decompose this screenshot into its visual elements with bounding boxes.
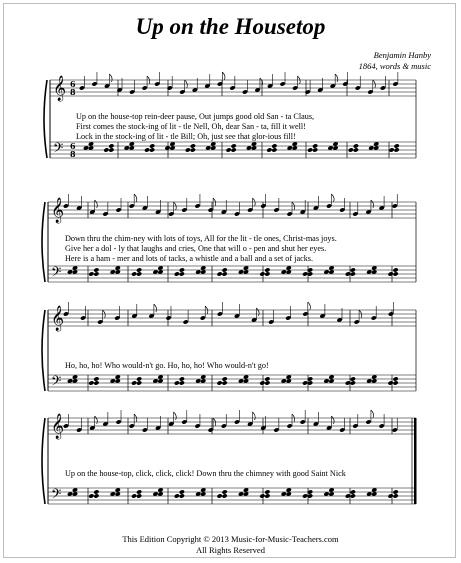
note-head: [394, 143, 400, 148]
note-head: [348, 147, 354, 152]
note-head: [266, 147, 272, 152]
note-head: [190, 147, 196, 152]
bass-clef: 𝄢: [51, 486, 62, 505]
note-head: [136, 267, 142, 272]
note-head: [302, 380, 308, 385]
note-head: [93, 267, 99, 272]
note-head: [388, 493, 394, 498]
note-head: [179, 489, 185, 494]
note-head: [174, 380, 180, 385]
note-head: [226, 147, 232, 152]
note-flag: [174, 412, 177, 420]
note-flag: [95, 416, 98, 424]
note-head: [350, 489, 356, 494]
note-head: [136, 376, 142, 381]
note-head: [217, 380, 223, 385]
treble-clef: 𝄞: [53, 76, 67, 101]
lyric-line: Lock in the stock-ing of lit - tle Bill; Oh, just see that glor-ious fill!: [76, 132, 296, 141]
note-flag: [222, 72, 225, 80]
note-flag: [331, 194, 334, 202]
note-head: [264, 376, 270, 381]
final-bar-line: [414, 418, 417, 504]
note-head: [136, 271, 142, 276]
note-head: [88, 493, 94, 498]
note-head: [136, 493, 142, 498]
note-flag: [260, 78, 263, 86]
copyright-notice: This Edition Copyright © 2013 Music-for-Music-Teachers.com: [122, 534, 339, 544]
note-head: [389, 147, 395, 152]
note-flag: [371, 410, 374, 418]
note-head: [93, 493, 99, 498]
note-head: [108, 143, 114, 148]
note-head: [136, 489, 142, 494]
note-head: [149, 143, 155, 148]
rights-notice: All Rights Reserved: [196, 545, 265, 555]
treble-clef: 𝄞: [51, 198, 65, 223]
note-head: [93, 380, 99, 385]
note-head: [222, 489, 228, 494]
note-head: [136, 380, 142, 385]
note-head: [353, 143, 359, 148]
treble-clef: 𝄞: [51, 414, 65, 439]
note-head: [259, 493, 265, 498]
note-head: [217, 493, 223, 498]
note-head: [393, 376, 399, 381]
time-signature: 8: [70, 149, 76, 159]
note-head: [259, 380, 265, 385]
note-head: [350, 267, 356, 272]
note-head: [144, 147, 150, 152]
note-head: [231, 147, 237, 152]
time-signature: 6: [70, 79, 76, 89]
composer-credit: Benjamin Hanby: [373, 50, 431, 60]
note-head: [190, 143, 196, 148]
note-head: [350, 271, 356, 276]
treble-clef: 𝄞: [51, 306, 65, 331]
note-head: [93, 489, 99, 494]
note-head: [264, 489, 270, 494]
note-head: [259, 271, 265, 276]
system-brace: [42, 202, 45, 282]
note-head: [179, 493, 185, 498]
note-head: [179, 380, 185, 385]
note-flag: [154, 304, 157, 312]
note-flag: [95, 200, 98, 208]
note-head: [393, 493, 399, 498]
note-head: [394, 147, 400, 152]
note-head: [350, 380, 356, 385]
note-head: [131, 493, 137, 498]
note-head: [264, 267, 270, 272]
note-head: [222, 493, 228, 498]
note-head: [307, 147, 313, 152]
note-flag: [331, 416, 334, 424]
note-head: [302, 271, 308, 276]
note-head: [231, 143, 237, 148]
time-signature: 6: [70, 141, 76, 151]
note-head: [350, 376, 356, 381]
lyric-line: Up on the house-top rein-deer pause, Out jumps good old San - ta Claus,: [76, 112, 315, 121]
note-head: [393, 267, 399, 272]
lyric-line: Here is a ham - mer and lots of tacks, a whistle and a ball and a set of jacks.: [65, 254, 314, 263]
note-head: [302, 493, 308, 498]
note-head: [271, 143, 277, 148]
time-signature: 8: [70, 87, 76, 97]
bass-clef: 𝄢: [51, 264, 62, 283]
lyric-line: Down thru the chim-ney with lots of toys, All for the lit - tle ones, Christ-mas joys.: [65, 234, 337, 243]
note-head: [222, 267, 228, 272]
song-title: Up on the Housetop: [135, 14, 326, 39]
note-head: [217, 271, 223, 276]
lyric-line: Up on the house-top, click, click, click! Down thru the chimney with good Saint Nick: [65, 469, 346, 478]
bass-clef: 𝄢: [51, 373, 62, 392]
note-head: [222, 271, 228, 276]
date-credit: 1864, words & music: [358, 61, 431, 71]
system-brace: [42, 310, 45, 391]
note-head: [131, 380, 137, 385]
note-head: [388, 271, 394, 276]
lyric-line: Give her a dol - ly that laughs and cries, One that will o - pen and shut her eyes.: [65, 244, 327, 253]
note-head: [264, 271, 270, 276]
note-flag: [335, 74, 338, 82]
note-head: [350, 493, 356, 498]
lyric-line: Ho, ho, ho! Who would-n't go. Ho, ho, ho! Who would-n't go!: [65, 361, 269, 370]
system-brace: [42, 418, 45, 504]
note-head: [222, 376, 228, 381]
note-head: [174, 271, 180, 276]
note-head: [312, 143, 318, 148]
note-head: [388, 380, 394, 385]
note-head: [93, 271, 99, 276]
note-head: [88, 380, 94, 385]
system-brace: [44, 80, 47, 158]
note-head: [264, 493, 270, 498]
note-flag: [253, 412, 256, 420]
note-flag: [109, 74, 112, 82]
note-head: [312, 147, 318, 152]
note-head: [179, 267, 185, 272]
note-flag: [371, 200, 374, 208]
note-head: [103, 147, 109, 152]
note-head: [264, 380, 270, 385]
note-head: [174, 493, 180, 498]
note-head: [108, 147, 114, 152]
note-flag: [308, 302, 311, 310]
note-head: [179, 376, 185, 381]
note-flag: [257, 308, 260, 316]
note-head: [393, 489, 399, 494]
note-head: [179, 271, 185, 276]
note-head: [271, 147, 277, 152]
bass-clef: 𝄢: [53, 140, 64, 159]
note-head: [393, 380, 399, 385]
note-head: [131, 271, 137, 276]
note-head: [393, 271, 399, 276]
lyric-line: First comes the stock-ing of lit - tle Nell, Oh, dear San - ta, fill it well!: [76, 122, 306, 131]
note-head: [353, 147, 359, 152]
note-head: [93, 376, 99, 381]
note-flag: [134, 194, 137, 202]
note-head: [149, 147, 155, 152]
note-head: [222, 380, 228, 385]
note-head: [88, 271, 94, 276]
note-head: [185, 147, 191, 152]
